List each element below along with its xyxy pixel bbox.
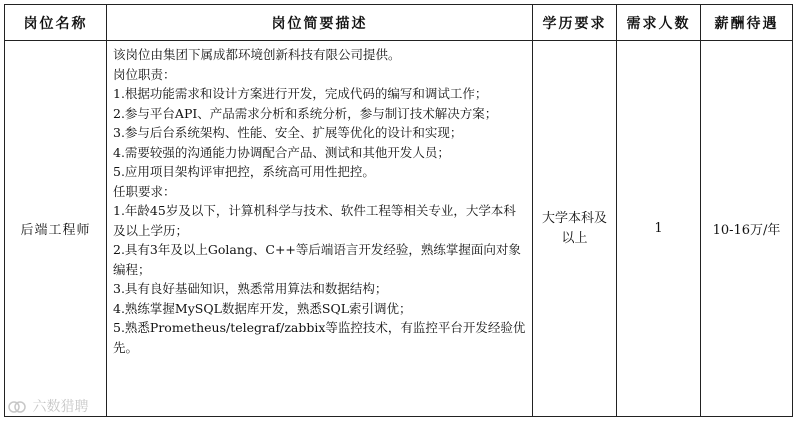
table-row [5, 41, 793, 417]
desc-line-duties-heading: 岗位职责： [113, 66, 176, 82]
desc-line-duty-2: 2.参与平台API、产品需求分析和系统分析，参与制订技术解决方案； [113, 105, 498, 121]
desc-line-req-2: 2.具有3年及以上Golang、C++等后端语言开发经验，熟练掌握面向对象编程； [113, 242, 521, 277]
watermark [8, 396, 88, 416]
header-position-name: 岗位名称 [5, 5, 107, 41]
header-position-description: 岗位简要描述 [107, 5, 533, 41]
desc-line-requirements-heading: 任职要求： [113, 183, 176, 199]
desc-line-req-3: 3.具有良好基础知识，熟悉常用算法和数据结构； [113, 281, 388, 296]
header-row [5, 5, 793, 41]
position-name-cell: 后端工程师 [5, 41, 107, 417]
desc-line-req-1: 1.年龄45岁及以下，计算机科学与技术、软件工程等相关专业，大学本科及以上学历； [113, 203, 516, 238]
desc-line-duty-1: 1.根据功能需求和设计方案进行开发，完成代码的编写和调试工作； [113, 86, 488, 101]
desc-line-duty-5: 5.应用项目架构评审把控，系统高可用性把控。 [113, 164, 375, 179]
watermark-text: 六数猎聘 [32, 399, 89, 415]
education-cell: 大学本科及以上 [533, 41, 617, 417]
header-salary: 薪酬待遇 [701, 5, 793, 41]
desc-line-intro: 该岗位由集团下属成都环境创新科技有限公司提供。 [113, 47, 401, 62]
desc-line-req-5: 5.熟悉Prometheus/telegraf/zabbix等监控技术，有监控平台开发经验优先。 [113, 320, 526, 355]
watermark-logo-icon [8, 400, 26, 414]
header-headcount: 需求人数 [617, 5, 701, 41]
salary-cell: 10-16万/年 [701, 41, 793, 417]
desc-line-req-4: 4.熟练掌握MySQL数据库开发，熟悉SQL索引调优； [113, 300, 412, 316]
desc-line-duty-3: 3.参与后台系统架构、性能、安全、扩展等优化的设计和实现； [113, 125, 463, 140]
position-description-cell [107, 41, 533, 417]
job-posting-table [4, 4, 793, 417]
desc-line-duty-4: 4.需要较强的沟通能力协调配合产品、测试和其他开发人员； [113, 144, 450, 160]
headcount-cell: 1 [617, 41, 701, 417]
header-education: 学历要求 [533, 5, 617, 41]
